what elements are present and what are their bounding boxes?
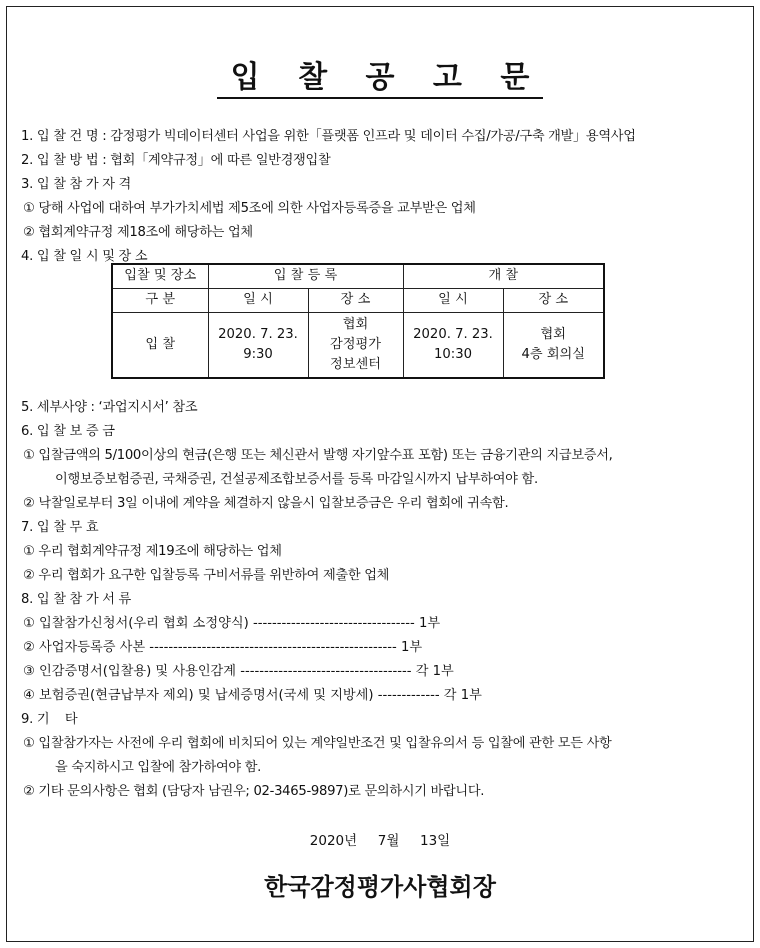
header-cell: 입찰 및 장소	[112, 264, 208, 288]
page-title: 입 찰 공 고 문	[7, 52, 753, 96]
etc-1-cont: 을 숙지하시고 입찰에 참가하여야 함.	[55, 760, 262, 775]
invalid-1: ① 우리 협회계약규정 제19조에 해당하는 업체	[23, 544, 282, 559]
item-specification: 5. 세부사양 : ‘과업지시서’ 참조	[21, 400, 198, 415]
signature: 한국감정평가사협회장	[264, 873, 496, 901]
header-cell: 구 분	[112, 288, 208, 312]
registration-place	[308, 312, 403, 378]
place-line: 협회	[540, 326, 567, 342]
document-4: ④ 보험증권(현금납부자 제외) 및 납세증명서(국세 및 지방세) ------------- 각 1부	[23, 688, 482, 703]
item-bid-method: 2. 입 찰 방 법 : 협회「계약규정」에 따른 일반경쟁입찰	[21, 153, 331, 168]
place-line: 감정평가	[330, 336, 381, 352]
qualification-2: ② 협회계약규정 제18조에 해당하는 업체	[23, 225, 253, 240]
notice-page	[6, 6, 754, 942]
notice-date: 2020년 7월 13일	[309, 833, 451, 849]
item-qualification: 3. 입 찰 참 가 자 격	[21, 177, 131, 192]
header-cell: 개 찰	[403, 264, 604, 288]
item-deposit: 6. 입 찰 보 증 금	[21, 424, 115, 439]
qualification-1: ① 당해 사업에 대하여 부가가치세법 제5조에 의한 사업자등록증을 교부받은 업체	[23, 201, 476, 216]
etc-2: ② 기타 문의사항은 협회 (담당자 남권우; 02-3465-9897)로 문의하시기 바랍니다.	[23, 784, 485, 799]
opening-datetime	[403, 312, 503, 378]
table-subheader-row	[112, 288, 604, 312]
document-3: ③ 인감증명서(입찰용) 및 사용인감계 ------------------------------------ 각 1부	[23, 664, 454, 679]
item-etc: 9. 기 타	[21, 712, 78, 727]
place-line: 정보센터	[330, 356, 381, 372]
header-cell: 일 시	[208, 288, 308, 312]
item-schedule: 4. 입 찰 일 시 및 장 소	[21, 249, 148, 264]
deposit-2: ② 낙찰일로부터 3일 이내에 계약을 체결하지 않을시 입찰보증금은 우리 협회에 귀속함.	[23, 496, 509, 511]
deposit-1: ① 입찰금액의 5/100이상의 현금(은행 또는 체신관서 발행 자기앞수표 포함) 또는 금융기관의 지급보증서,	[23, 448, 613, 463]
place-line: 4층 회의실	[521, 346, 586, 362]
opening-place	[503, 312, 604, 378]
schedule-table	[111, 263, 605, 379]
deposit-1-cont: 이행보증보험증권, 국채증권, 건설공제조합보증서를 등록 마감일시까지 납부하여야 함.	[55, 472, 538, 487]
item-bid-name: 1. 입 찰 건 명 : 감정평가 빅데이터센터 사업을 위한「플랫폼 인프라 및 데이터 수집/가공/구축 개발」용역사업	[21, 129, 636, 144]
etc-1: ① 입찰참가자는 사전에 우리 협회에 비치되어 있는 계약일반조건 및 입찰유의서 등 입찰에 관한 모든 사항	[23, 736, 612, 751]
document-1: ① 입찰참가신청서(우리 협회 소정양식) ---------------------------------- 1부	[23, 616, 441, 631]
header-cell: 장 소	[503, 288, 604, 312]
header-cell: 장 소	[308, 288, 403, 312]
item-documents: 8. 입 찰 참 가 서 류	[21, 592, 131, 607]
invalid-2: ② 우리 협회가 요구한 입찰등록 구비서류를 위반하여 제출한 업체	[23, 568, 390, 583]
registration-datetime	[208, 312, 308, 378]
table-row	[112, 312, 604, 378]
header-cell: 일 시	[403, 288, 503, 312]
opening-time: 10:30	[434, 346, 473, 362]
item-invalid: 7. 입 찰 무 효	[21, 520, 99, 535]
registration-date: 2020. 7. 23.	[218, 326, 298, 342]
opening-date: 2020. 7. 23.	[413, 326, 493, 342]
table-header-row	[112, 264, 604, 288]
row-label: 입 찰	[112, 312, 208, 378]
header-cell: 입 찰 등 록	[208, 264, 403, 288]
document-2: ② 사업자등록증 사본 ---------------------------------------------------- 1부	[23, 640, 423, 655]
registration-time: 9:30	[243, 346, 273, 362]
place-line: 협회	[342, 316, 369, 332]
